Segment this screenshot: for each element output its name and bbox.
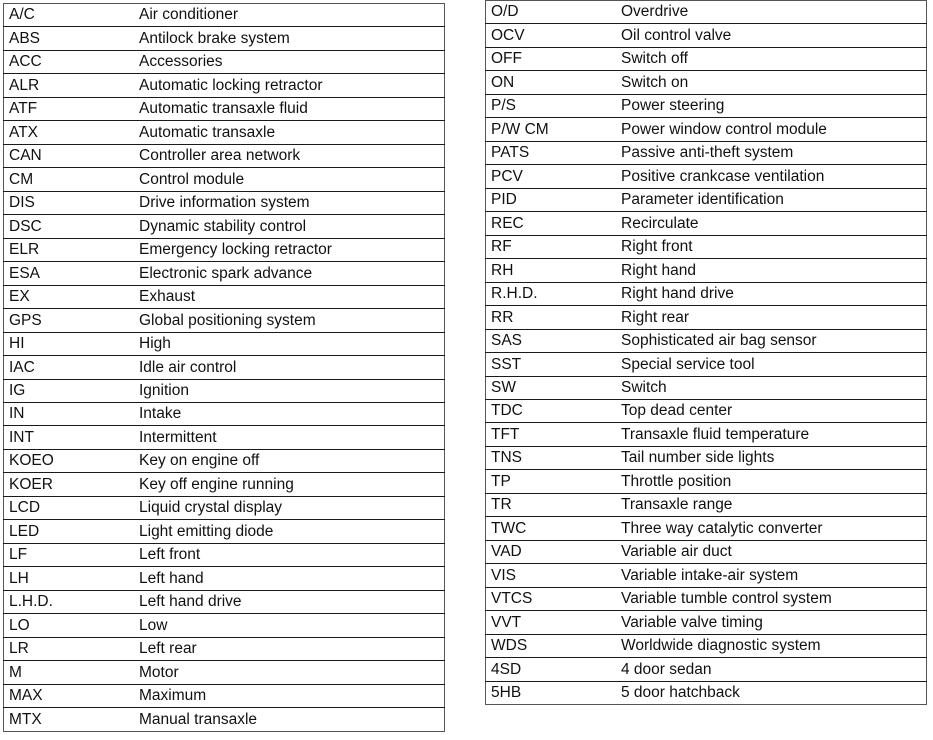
abbreviation-cell: LED [9,522,40,540]
abbreviation-cell: TNS [491,449,522,467]
table-row [4,27,445,50]
meaning-cell: Automatic transaxle fluid [139,100,308,118]
meaning-cell: Antilock brake system [139,29,290,47]
meaning-cell: Left front [139,546,201,564]
abbreviation-cell: OFF [491,50,522,68]
meaning-cell: Manual transaxle [139,710,258,728]
table-row [4,356,445,379]
meaning-cell: Intake [139,405,182,423]
table-row [486,47,927,70]
table-row [4,238,445,261]
meaning-cell: Idle air control [139,358,237,376]
table-row [486,165,927,188]
table-row [486,611,927,634]
meaning-cell: Light emitting diode [139,522,274,540]
table-row [4,684,445,707]
abbreviation-cell: LR [9,640,29,658]
abbreviation-cell: P/W CM [491,120,549,138]
abbreviation-cell: TDC [491,402,523,420]
abbreviation-cell: ATX [9,123,38,141]
abbreviation-table-left-body [4,4,445,732]
abbreviation-cell: ESA [9,264,41,282]
meaning-cell: 4 door sedan [621,660,712,678]
table-row [486,24,927,47]
abbreviation-cell: A/C [9,6,35,24]
abbreviation-cell: ACC [9,53,42,71]
abbreviation-table-right-body [486,1,927,705]
abbreviation-cell: TP [491,472,511,490]
meaning-cell: Emergency locking retractor [139,241,332,259]
abbreviation-cell: ALR [9,76,40,94]
table-row [486,446,927,469]
meaning-cell: Tail number side lights [621,449,775,467]
meaning-cell: Automatic transaxle [139,123,276,141]
abbreviation-table-right [485,0,927,705]
table-row [4,74,445,97]
table-row [4,661,445,684]
meaning-cell: Three way catalytic converter [621,519,823,537]
abbreviation-cell: IN [9,405,25,423]
meaning-cell: Control module [139,170,245,188]
abbreviation-cell: PATS [491,144,530,162]
meaning-cell: Variable air duct [621,543,732,561]
table-row [486,71,927,94]
table-row [486,681,927,704]
table-row [486,564,927,587]
table-row [4,426,445,449]
meaning-cell: Left hand drive [139,593,242,611]
meaning-cell: Drive information system [139,194,310,212]
meaning-cell: Air conditioner [139,6,239,24]
table-row [4,637,445,660]
abbreviation-cell: VAD [491,543,522,561]
abbreviation-cell: MAX [9,687,43,705]
abbreviation-cell: DIS [9,194,35,212]
table-row [486,634,927,657]
table-row [4,496,445,519]
abbreviation-table-left [3,3,445,732]
table-row [4,215,445,238]
table-row [486,423,927,446]
abbreviation-cell: IG [9,381,26,399]
meaning-cell: Transaxle fluid temperature [621,425,810,443]
table-row [486,658,927,681]
abbreviation-cell: OCV [491,26,525,44]
abbreviation-cell: TFT [491,425,520,443]
abbreviation-cell: ON [491,73,515,91]
abbreviation-cell: SW [491,378,516,396]
abbreviation-cell: VVT [491,613,522,631]
abbreviation-cell: SST [491,355,522,373]
table-row [486,517,927,540]
table-row [486,587,927,610]
meaning-cell: Throttle position [621,472,732,490]
table-row [486,306,927,329]
table-row [486,493,927,516]
abbreviation-cell: 5HB [491,684,522,702]
table-row [4,520,445,543]
meaning-cell: Automatic locking retractor [139,76,323,94]
table-row [4,614,445,637]
meaning-cell: High [139,335,171,353]
abbreviation-cell: LO [9,616,30,634]
table-row [486,235,927,258]
abbreviation-cell: O/D [491,3,519,21]
abbreviation-cell: R.H.D. [491,285,538,303]
table-row [486,259,927,282]
table-row [486,212,927,235]
abbreviation-cell: CM [9,170,34,188]
table-row [4,708,445,731]
abbreviation-cell: HI [9,335,25,353]
abbreviation-cell: EX [9,288,30,306]
table-row [486,399,927,422]
meaning-cell: Positive crankcase ventilation [621,167,825,185]
meaning-cell: Key off engine running [139,475,294,493]
meaning-cell: Right rear [621,308,690,326]
table-row [486,376,927,399]
meaning-cell: Global positioning system [139,311,316,329]
table-row [4,4,445,27]
abbreviation-cell: RR [491,308,514,326]
meaning-cell: 5 door hatchback [621,684,740,702]
meaning-cell: Electronic spark advance [139,264,313,282]
abbreviation-cell: GPS [9,311,42,329]
meaning-cell: Oil control valve [621,26,732,44]
meaning-cell: Power steering [621,97,725,115]
table-row [486,282,927,305]
meaning-cell: Variable valve timing [621,613,763,631]
abbreviation-cell: ELR [9,241,40,259]
meaning-cell: Motor [139,663,179,681]
meaning-cell: Transaxle range [621,496,733,514]
meaning-cell: Switch off [621,50,688,68]
meaning-cell: Right hand [621,261,696,279]
meaning-cell: Variable tumble control system [621,590,832,608]
abbreviation-cell: MTX [9,710,42,728]
meaning-cell: Left rear [139,640,197,658]
meaning-cell: Low [139,616,168,634]
abbreviation-cell: TWC [491,519,527,537]
meaning-cell: Controller area network [139,147,301,165]
abbreviation-cell: M [9,663,22,681]
abbreviation-cell: 4SD [491,660,522,678]
table-row [4,332,445,355]
table-row [4,402,445,425]
table-row [4,97,445,120]
abbreviation-cell: REC [491,214,524,232]
meaning-cell: Overdrive [621,3,689,21]
meaning-cell: Key on engine off [139,452,260,470]
meaning-cell: Left hand [139,569,204,587]
abbreviation-cell: ATF [9,100,38,118]
meaning-cell: Accessories [139,53,223,71]
table-row [4,262,445,285]
abbreviation-cell: LCD [9,499,41,517]
abbreviation-cell: KOER [9,475,53,493]
meaning-cell: Passive anti-theft system [621,144,794,162]
table-row [486,118,927,141]
abbreviation-cell: DSC [9,217,42,235]
table-row [486,1,927,24]
abbreviation-cell: L.H.D. [9,593,53,611]
abbreviation-cell: LH [9,569,29,587]
table-row [4,590,445,613]
meaning-cell: Sophisticated air bag sensor [621,332,817,350]
meaning-cell: Worldwide diagnostic system [621,637,821,655]
abbreviation-cell: CAN [9,147,42,165]
table-row [4,473,445,496]
table-row [4,379,445,402]
meaning-cell: Variable intake-air system [621,566,799,584]
abbreviation-cell: TR [491,496,512,514]
abbreviation-cell: ABS [9,29,41,47]
meaning-cell: Liquid crystal display [139,499,283,517]
table-row [4,309,445,332]
meaning-cell: Intermittent [139,428,217,446]
meaning-cell: Switch [621,378,667,396]
abbreviation-cell: WDS [491,637,528,655]
table-row [486,329,927,352]
table-row [4,543,445,566]
abbreviation-cell: INT [9,428,34,446]
table-row [4,449,445,472]
meaning-cell: Exhaust [139,288,196,306]
abbreviation-cell: VTCS [491,590,533,608]
table-row [486,188,927,211]
meaning-cell: Ignition [139,381,189,399]
meaning-cell: Special service tool [621,355,755,373]
table-row [4,567,445,590]
table-row [4,50,445,73]
meaning-cell: Top dead center [621,402,733,420]
abbreviation-cell: SAS [491,332,523,350]
abbreviation-cell: RF [491,238,512,256]
meaning-cell: Power window control module [621,120,827,138]
meaning-cell: Right hand drive [621,285,734,303]
table-row [4,285,445,308]
table-row [4,168,445,191]
table-row [486,141,927,164]
abbreviation-cell: IAC [9,358,35,376]
meaning-cell: Dynamic stability control [139,217,307,235]
table-row [4,144,445,167]
abbreviation-cell: PCV [491,167,523,185]
table-row [486,353,927,376]
table-row [486,470,927,493]
meaning-cell: Maximum [139,687,207,705]
abbreviation-cell: RH [491,261,514,279]
meaning-cell: Switch on [621,73,689,91]
meaning-cell: Right front [621,238,693,256]
table-row [4,191,445,214]
abbreviation-cell: VIS [491,566,516,584]
table-row [486,540,927,563]
meaning-cell: Parameter identification [621,191,784,209]
abbreviation-cell: PID [491,191,517,209]
table-row [486,94,927,117]
table-row [4,121,445,144]
meaning-cell: Recirculate [621,214,699,232]
abbreviation-cell: KOEO [9,452,54,470]
abbreviation-cell: LF [9,546,28,564]
abbreviation-cell: P/S [491,97,516,115]
